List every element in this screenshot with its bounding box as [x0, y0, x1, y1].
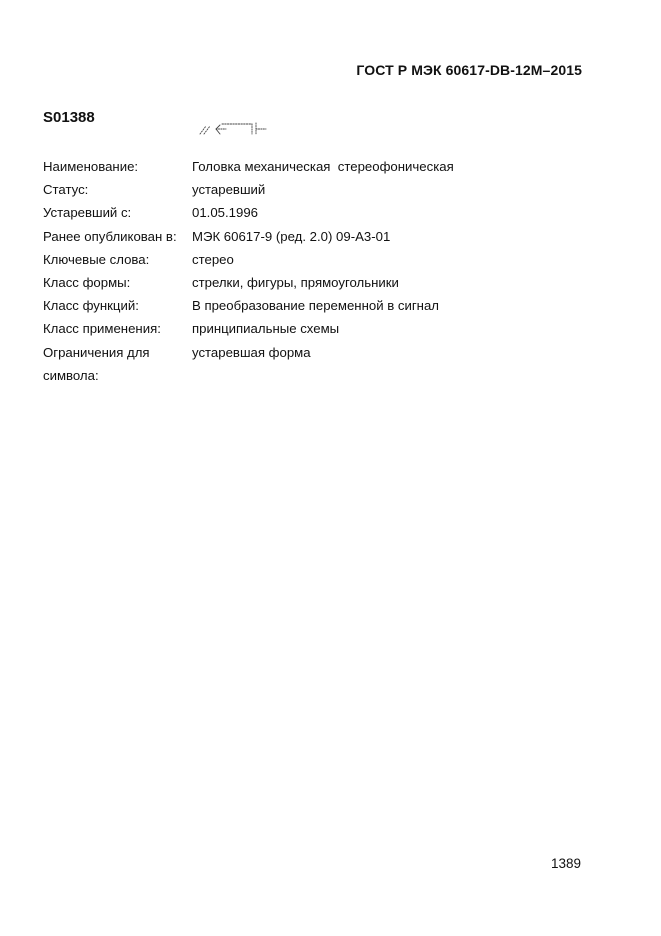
page-number: 1389	[550, 856, 581, 871]
field-obsolete-since	[43, 201, 563, 224]
field-symbol-restrictions	[43, 341, 563, 387]
field-shape-class	[43, 271, 563, 294]
field-label: Класс формы:	[43, 275, 131, 291]
field-label: Наименование:	[43, 159, 139, 174]
symbol-drawing-icon	[196, 118, 276, 140]
field-function-class	[43, 294, 563, 317]
field-label: Статус:	[43, 182, 89, 198]
field-value: стерео	[192, 251, 234, 267]
symbol-code: S01388	[43, 109, 95, 126]
field-value: стрелки, фигуры, прямоугольники	[192, 275, 399, 291]
field-label: Ключевые слова:	[43, 251, 150, 267]
field-value: 01.05.1996	[192, 205, 259, 221]
field-value: МЭК 60617-9 (ред. 2.0) 09-А3-01	[192, 228, 391, 244]
field-label: Класс функций:	[43, 298, 139, 314]
field-label: Устаревший с:	[43, 205, 132, 221]
field-value: В преобразование переменной в сигнал	[192, 298, 439, 314]
field-name	[43, 155, 563, 178]
field-value: устаревший	[192, 182, 266, 198]
field-keywords	[43, 248, 563, 271]
field-value: Головка механическая стереофоническая	[192, 159, 454, 174]
field-label: Ранее опубликован в:	[43, 228, 177, 244]
field-label: Ограничения для символа:	[43, 344, 150, 383]
field-label: Класс применения:	[43, 321, 161, 337]
field-application-class	[43, 317, 563, 340]
field-status	[43, 178, 563, 201]
symbol-attributes	[43, 155, 563, 387]
field-value: принципиальные схемы	[192, 321, 340, 337]
standard-designation: ГОСТ Р МЭК 60617-DB-12M–2015	[356, 62, 582, 78]
field-previously-published	[43, 225, 563, 248]
field-value: устаревшая форма	[192, 344, 311, 360]
